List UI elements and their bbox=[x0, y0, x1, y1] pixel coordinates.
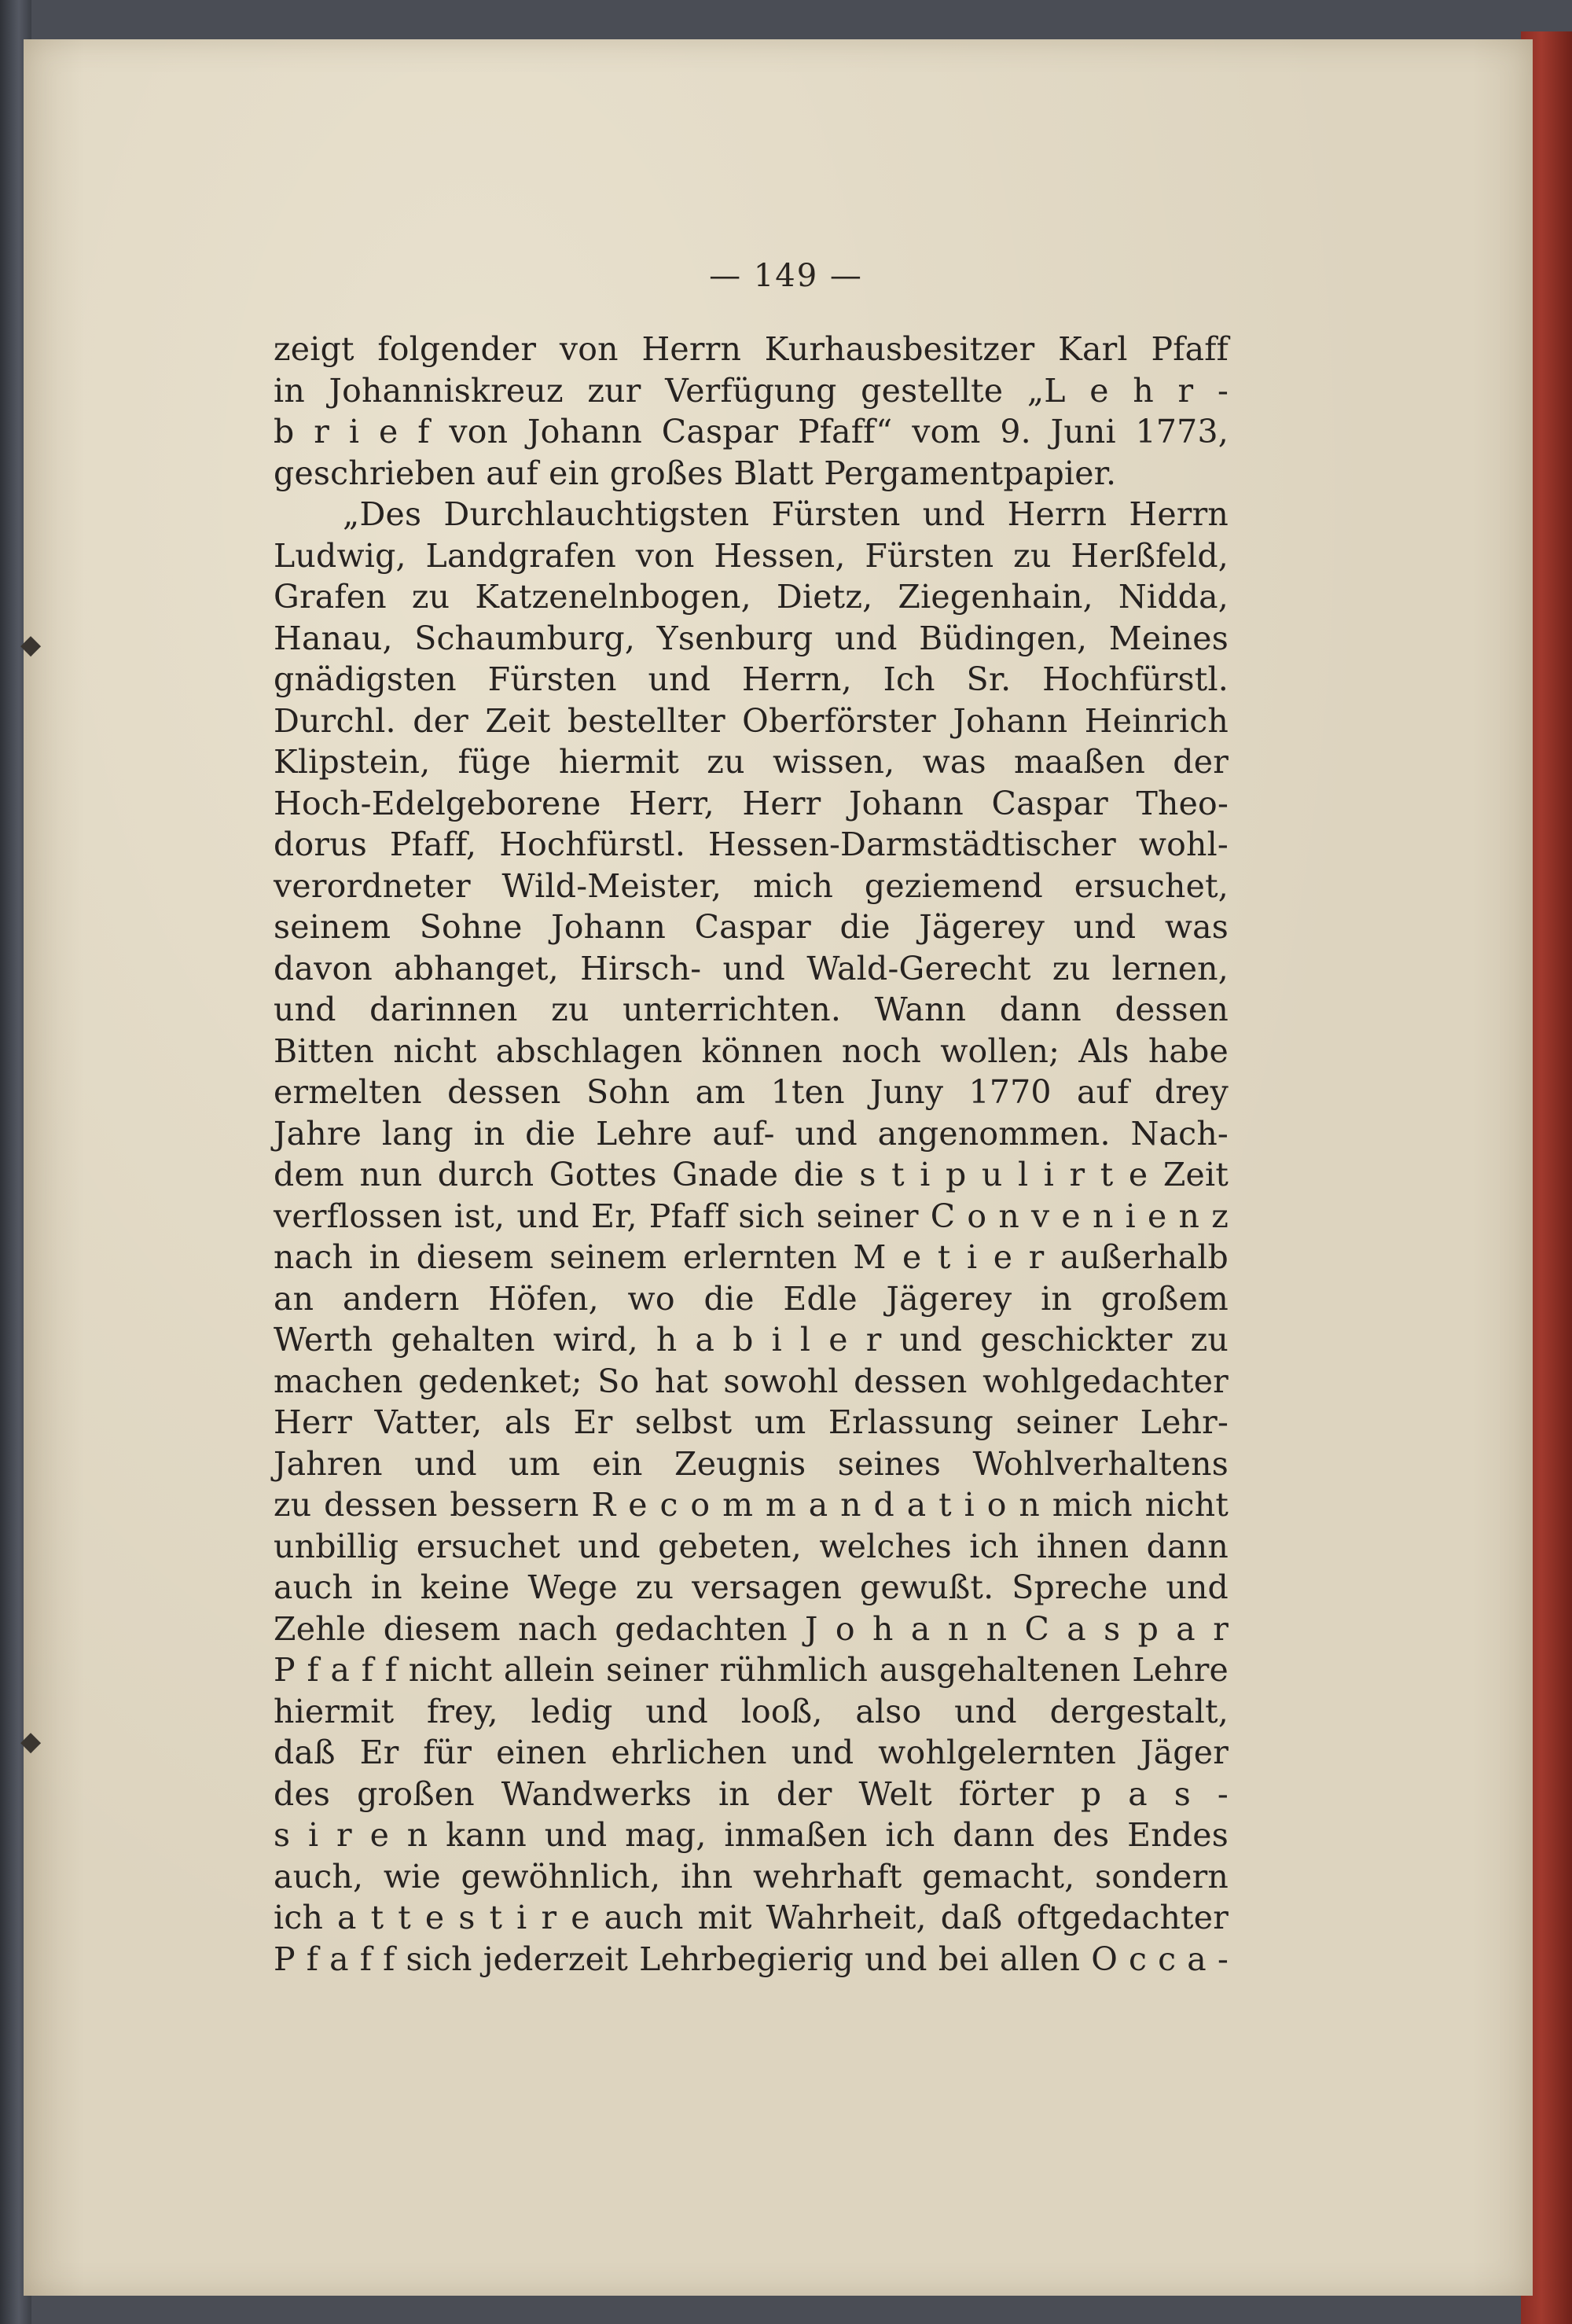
body-text bbox=[274, 329, 1229, 1980]
text-line: davon abhanget, Hirsch- und Wald-Gerecht zu lernen, bbox=[274, 949, 1229, 987]
text-line: zeigt folgender von Herrn Kurhausbesitzer Karl Pfaff bbox=[274, 330, 1229, 368]
text-line: daß Er für einen ehrlichen und wohlgelernten Jäger bbox=[274, 1734, 1229, 1771]
text-line: Jahre lang in die Lehre auf- und angenommen. Nach- bbox=[274, 1114, 1229, 1153]
text-line: P f a f f sich jederzeit Lehrbegierig und bei allen O c c a - bbox=[274, 1940, 1229, 1978]
text-line: an andern Höfen, wo die Edle Jägerey in großem bbox=[274, 1279, 1229, 1318]
text-line: „Des Durchlauchtigsten Fürsten und Herrn Herrn bbox=[343, 495, 1229, 533]
text-line: machen gedenket; So hat sowohl dessen wohlgedachter bbox=[274, 1362, 1229, 1400]
text-line: auch, wie gewöhnlich, ihn wehrhaft gemacht, sondern bbox=[274, 1857, 1229, 1896]
text-line: verordneter Wild-Meister, mich geziemend ersuchet, bbox=[274, 866, 1229, 905]
text-line: zu dessen bessern R e c o m m a n d a t i o n mich nicht bbox=[274, 1486, 1229, 1524]
text-line: ich a t t e s t i r e auch mit Wahrheit, daß oftgedachter bbox=[274, 1899, 1229, 1936]
text-line: Grafen zu Katzenelnbogen, Dietz, Ziegenhain, Nidda, bbox=[274, 578, 1229, 616]
text-line: nach in diesem seinem erlernten M e t i e r außerhalb bbox=[274, 1238, 1229, 1276]
text-line: s i r e n kann und mag, inmaßen ich dann des Endes bbox=[274, 1816, 1229, 1854]
text-line: auch in keine Wege zu versagen gewußt. Spreche und bbox=[274, 1568, 1229, 1606]
text-line: Ludwig, Landgrafen von Hessen, Fürsten zu Herßfeld, bbox=[274, 536, 1229, 575]
text-line: verflossen ist, und Er, Pfaff sich seiner C o n v e n i e n z bbox=[274, 1197, 1229, 1235]
text-line: Hanau, Schaumburg, Ysenburg und Büdingen, Meines bbox=[274, 619, 1229, 657]
text-line: Klipstein, füge hiermit zu wissen, was maaßen der bbox=[274, 743, 1229, 781]
text-line: Herr Vatter, als Er selbst um Erlassung seiner Lehr- bbox=[274, 1403, 1229, 1441]
page-number: — 149 — bbox=[709, 258, 863, 294]
text-line: Bitten nicht abschlagen können noch wollen; Als habe bbox=[274, 1031, 1229, 1070]
text-line: hiermit frey, ledig und looß, also und dergestalt, bbox=[274, 1692, 1229, 1730]
text-line: P f a f f nicht allein seiner rühmlich ausgehaltenen Lehre bbox=[274, 1651, 1229, 1689]
text-line: unbillig ersuchet und gebeten, welches ich ihnen dann bbox=[274, 1527, 1229, 1565]
text-line: Jahren und um ein Zeugnis seines Wohlverhaltens bbox=[274, 1444, 1229, 1483]
text-line: dem nun durch Gottes Gnade die s t i p u l i r t e Zeit bbox=[274, 1156, 1229, 1193]
text-line: in Johanniskreuz zur Verfügung gestellte „L e h r - bbox=[274, 371, 1229, 410]
text-line: Zehle diesem nach gedachten J o h a n n C a s p a r bbox=[274, 1609, 1229, 1648]
text-line: dorus Pfaff, Hochfürstl. Hessen-Darmstädtischer wohl- bbox=[274, 826, 1229, 863]
text-line: gnädigsten Fürsten und Herrn, Ich Sr. Hochfürstl. bbox=[274, 660, 1229, 698]
text-line: geschrieben auf ein großes Blatt Pergamentpapier. bbox=[274, 454, 1117, 492]
text-line: ermelten dessen Sohn am 1ten Juny 1770 auf drey bbox=[274, 1073, 1229, 1111]
text-line: Hoch-Edelgeborene Herr, Herr Johann Caspar Theo- bbox=[274, 784, 1229, 822]
margin-pin-mark: ◆ bbox=[20, 629, 42, 660]
margin-pin-mark: ◆ bbox=[20, 1726, 42, 1757]
text-line: seinem Sohne Johann Caspar die Jägerey und was bbox=[274, 908, 1229, 946]
text-line: des großen Wandwerks in der Welt förter p a s - bbox=[274, 1774, 1229, 1813]
text-line: und darinnen zu unterrichten. Wann dann dessen bbox=[274, 991, 1229, 1028]
text-line: b r i e f von Johann Caspar Pfaff“ vom 9. Juni 1773, bbox=[274, 413, 1229, 450]
text-line: Durchl. der Zeit bestellter Oberförster Johann Heinrich bbox=[274, 701, 1229, 740]
text-line: Werth gehalten wird, h a b i l e r und geschickter zu bbox=[274, 1321, 1229, 1359]
